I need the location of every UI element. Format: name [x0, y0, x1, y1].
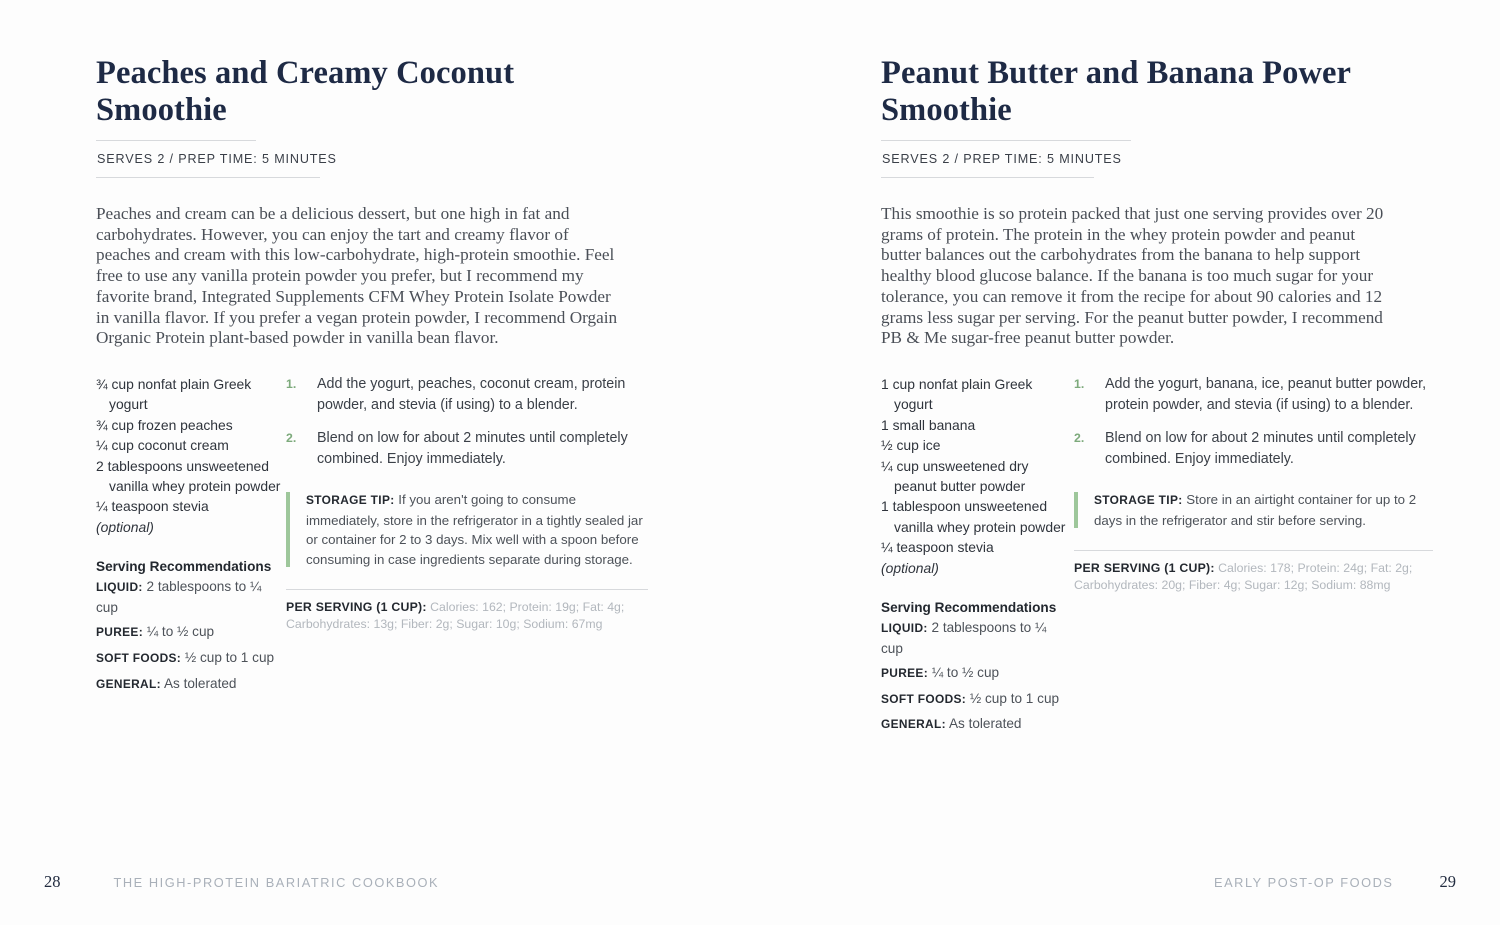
left-page-content	[96, 55, 648, 699]
serving-rec-value: ½ cup to 1 cup	[184, 649, 275, 665]
meta-divider	[881, 177, 1094, 178]
list-item: 2 tablespoons unsweetened vanilla whey protein powder	[96, 457, 281, 494]
list-item: ¼ teaspoon stevia	[881, 539, 994, 556]
serving-rec-value: 2 tablespoons to ¼ cup	[96, 579, 262, 615]
serving-rec-value: 2 tablespoons to ¼ cup	[881, 619, 1047, 656]
directions-column	[281, 374, 648, 699]
serving-recommendations	[881, 600, 1069, 735]
directions-list	[1074, 374, 1433, 471]
recipe-body	[96, 374, 648, 699]
storage-tip	[1074, 490, 1433, 530]
directions-column	[1069, 374, 1433, 740]
storage-tip-text: If you aren't going to consume immediately, store in the refrigerator in a tightly sealed jar or container for 2 to 3 days. Mix well with a spoon before consuming in case ingredients separate during storage.	[306, 491, 643, 567]
serving-rec-puree	[881, 663, 1069, 684]
serving-rec-value: As tolerated	[163, 675, 237, 691]
step-number: 1.	[286, 376, 297, 391]
nutrition-values: Calories: 178; Protein: 24g; Fat: 2g; Carbohydrates: 20g; Fiber: 4g; Sugar: 12g; Sodium: 88mg	[1074, 561, 1413, 592]
meta-divider	[96, 177, 320, 178]
nutrition-facts	[1074, 560, 1433, 593]
serving-rec-label: PUREE:	[96, 625, 144, 640]
serving-rec-label: GENERAL:	[96, 676, 161, 691]
page-number: 28	[44, 872, 61, 891]
serving-rec-value: ¼ to ½ cup	[146, 624, 215, 640]
serving-rec-liquid	[96, 577, 281, 617]
storage-tip-text: Store in an airtight container for up to 2 days in the refrigerator and stir before serving.	[1094, 491, 1417, 528]
right-page	[750, 0, 1500, 925]
nutrition-values: Calories: 162; Protein: 19g; Fat: 4g; Carbohydrates: 13g; Fiber: 2g; Sugar: 10g; Sodium: 67mg	[286, 600, 625, 631]
serving-rec-value: ½ cup to 1 cup	[969, 690, 1060, 706]
nutrition-divider	[1074, 550, 1433, 551]
step-text: Add the yogurt, banana, ice, peanut butter powder, protein powder, and stevia (if using) to a blender.	[1105, 375, 1427, 414]
running-head: EARLY POST-OP FOODS	[1213, 874, 1394, 890]
ingredient-optional-note: (optional)	[96, 518, 154, 535]
serving-rec-label: GENERAL:	[881, 717, 946, 732]
recipe-intro: Peaches and cream can be a delicious dessert, but one high in fat and carbohydrates. However, you can enjoy the tart and creamy flavor of peaches and cream with this low-carbohydrate, high-protein smoothie. Feel free to use any vanilla protein powder you prefer, but I recommend my favorite brand, Integrated Supplements CFM Whey Protein Isolate Powder in vanilla flavor. If you prefer a vegan protein powder, I recommend Orgain Organic Protein plant-based powder in vanilla bean flavor.	[96, 204, 618, 348]
list-item: ¼ teaspoon stevia	[96, 498, 209, 515]
ingredients-column	[96, 374, 281, 699]
accent-bar	[1074, 492, 1078, 528]
step-text: Blend on low for about 2 minutes until completely combined. Enjoy immediately.	[1105, 429, 1416, 468]
serving-rec-value: As tolerated	[948, 716, 1022, 732]
recipe-meta: SERVES 2 / PREP TIME: 5 MINUTES	[882, 152, 1122, 166]
nutrition-facts	[286, 599, 648, 632]
recipe-intro: This smoothie is so protein packed that just one serving provides over 20 grams of protein. The protein in the whey protein powder and peanut butter balances out the carbohydrates from the banana to help support healthy blood glucose balance. If the banana is too much sugar for your tolerance, you can remove it from the recipe for about 90 calories and 12 grams less sugar per serving. For the peanut butter powder, I recommend PB & Me sugar-free peanut butter powder.	[881, 204, 1384, 348]
right-page-footer	[1214, 871, 1456, 893]
serving-rec-soft-foods	[881, 689, 1069, 710]
directions-list	[286, 374, 648, 471]
serving-rec-soft-foods	[96, 648, 281, 669]
list-item	[1074, 428, 1433, 471]
recipe-body	[881, 374, 1433, 740]
serving-recommendations-title: Serving Recommendations	[96, 559, 272, 575]
page-number: 29	[1439, 872, 1456, 891]
list-item	[286, 428, 648, 471]
step-number: 2.	[1074, 430, 1085, 445]
ingredients-column	[881, 374, 1069, 740]
ingredients-list	[881, 374, 1069, 578]
list-item: 1 cup nonfat plain Greek yogurt	[881, 375, 1033, 413]
list-item: ¾ cup nonfat plain Greek yogurt	[96, 375, 252, 413]
serving-rec-label: SOFT FOODS:	[881, 691, 967, 706]
serving-rec-general	[96, 674, 281, 695]
accent-bar	[286, 492, 290, 567]
ingredient-optional-note: (optional)	[881, 559, 939, 576]
step-number: 1.	[1074, 376, 1085, 391]
serving-rec-puree	[96, 622, 281, 643]
serving-recommendations	[96, 559, 281, 694]
serving-rec-label: LIQUID:	[96, 580, 143, 595]
list-item: ½ cup ice	[881, 437, 941, 454]
list-item: ¼ cup coconut cream	[96, 437, 229, 454]
storage-tip	[286, 490, 648, 569]
running-head: THE HIGH-PROTEIN BARIATRIC COOKBOOK	[113, 874, 440, 890]
list-item: ¼ cup unsweetened dry peanut butter powder	[881, 457, 1029, 494]
nutrition-label: PER SERVING (1 CUP):	[286, 600, 427, 615]
serving-rec-liquid	[881, 618, 1069, 658]
serving-rec-label: LIQUID:	[881, 620, 928, 635]
left-page-footer	[44, 871, 439, 893]
list-item: ¾ cup frozen peaches	[96, 416, 233, 433]
storage-tip-label: STORAGE TIP:	[306, 492, 395, 507]
serving-rec-label: SOFT FOODS:	[96, 650, 182, 665]
serving-rec-value: ¼ to ½ cup	[931, 665, 1000, 681]
step-number: 2.	[286, 430, 297, 445]
serving-rec-general	[881, 714, 1069, 735]
list-item: 1 small banana	[881, 416, 976, 433]
recipe-meta: SERVES 2 / PREP TIME: 5 MINUTES	[97, 152, 337, 166]
list-item	[1074, 374, 1433, 417]
step-text: Add the yogurt, peaches, coconut cream, protein powder, and stevia (if using) to a blender.	[317, 375, 626, 414]
ingredients-list	[96, 374, 281, 537]
serving-recommendations-title: Serving Recommendations	[881, 599, 1057, 615]
nutrition-divider	[286, 589, 648, 590]
nutrition-label: PER SERVING (1 CUP):	[1074, 561, 1215, 576]
list-item: 1 tablespoon unsweetened vanilla whey protein powder	[881, 498, 1066, 535]
step-text: Blend on low for about 2 minutes until completely combined. Enjoy immediately.	[317, 429, 628, 468]
list-item	[286, 374, 648, 417]
right-page-content	[881, 55, 1433, 740]
storage-tip-label: STORAGE TIP:	[1094, 492, 1183, 507]
serving-rec-label: PUREE:	[881, 666, 929, 681]
page-title: Peanut Butter and Banana Power Smoothie	[881, 55, 1351, 128]
page-title: Peaches and Creamy Coconut Smoothie	[96, 55, 515, 128]
